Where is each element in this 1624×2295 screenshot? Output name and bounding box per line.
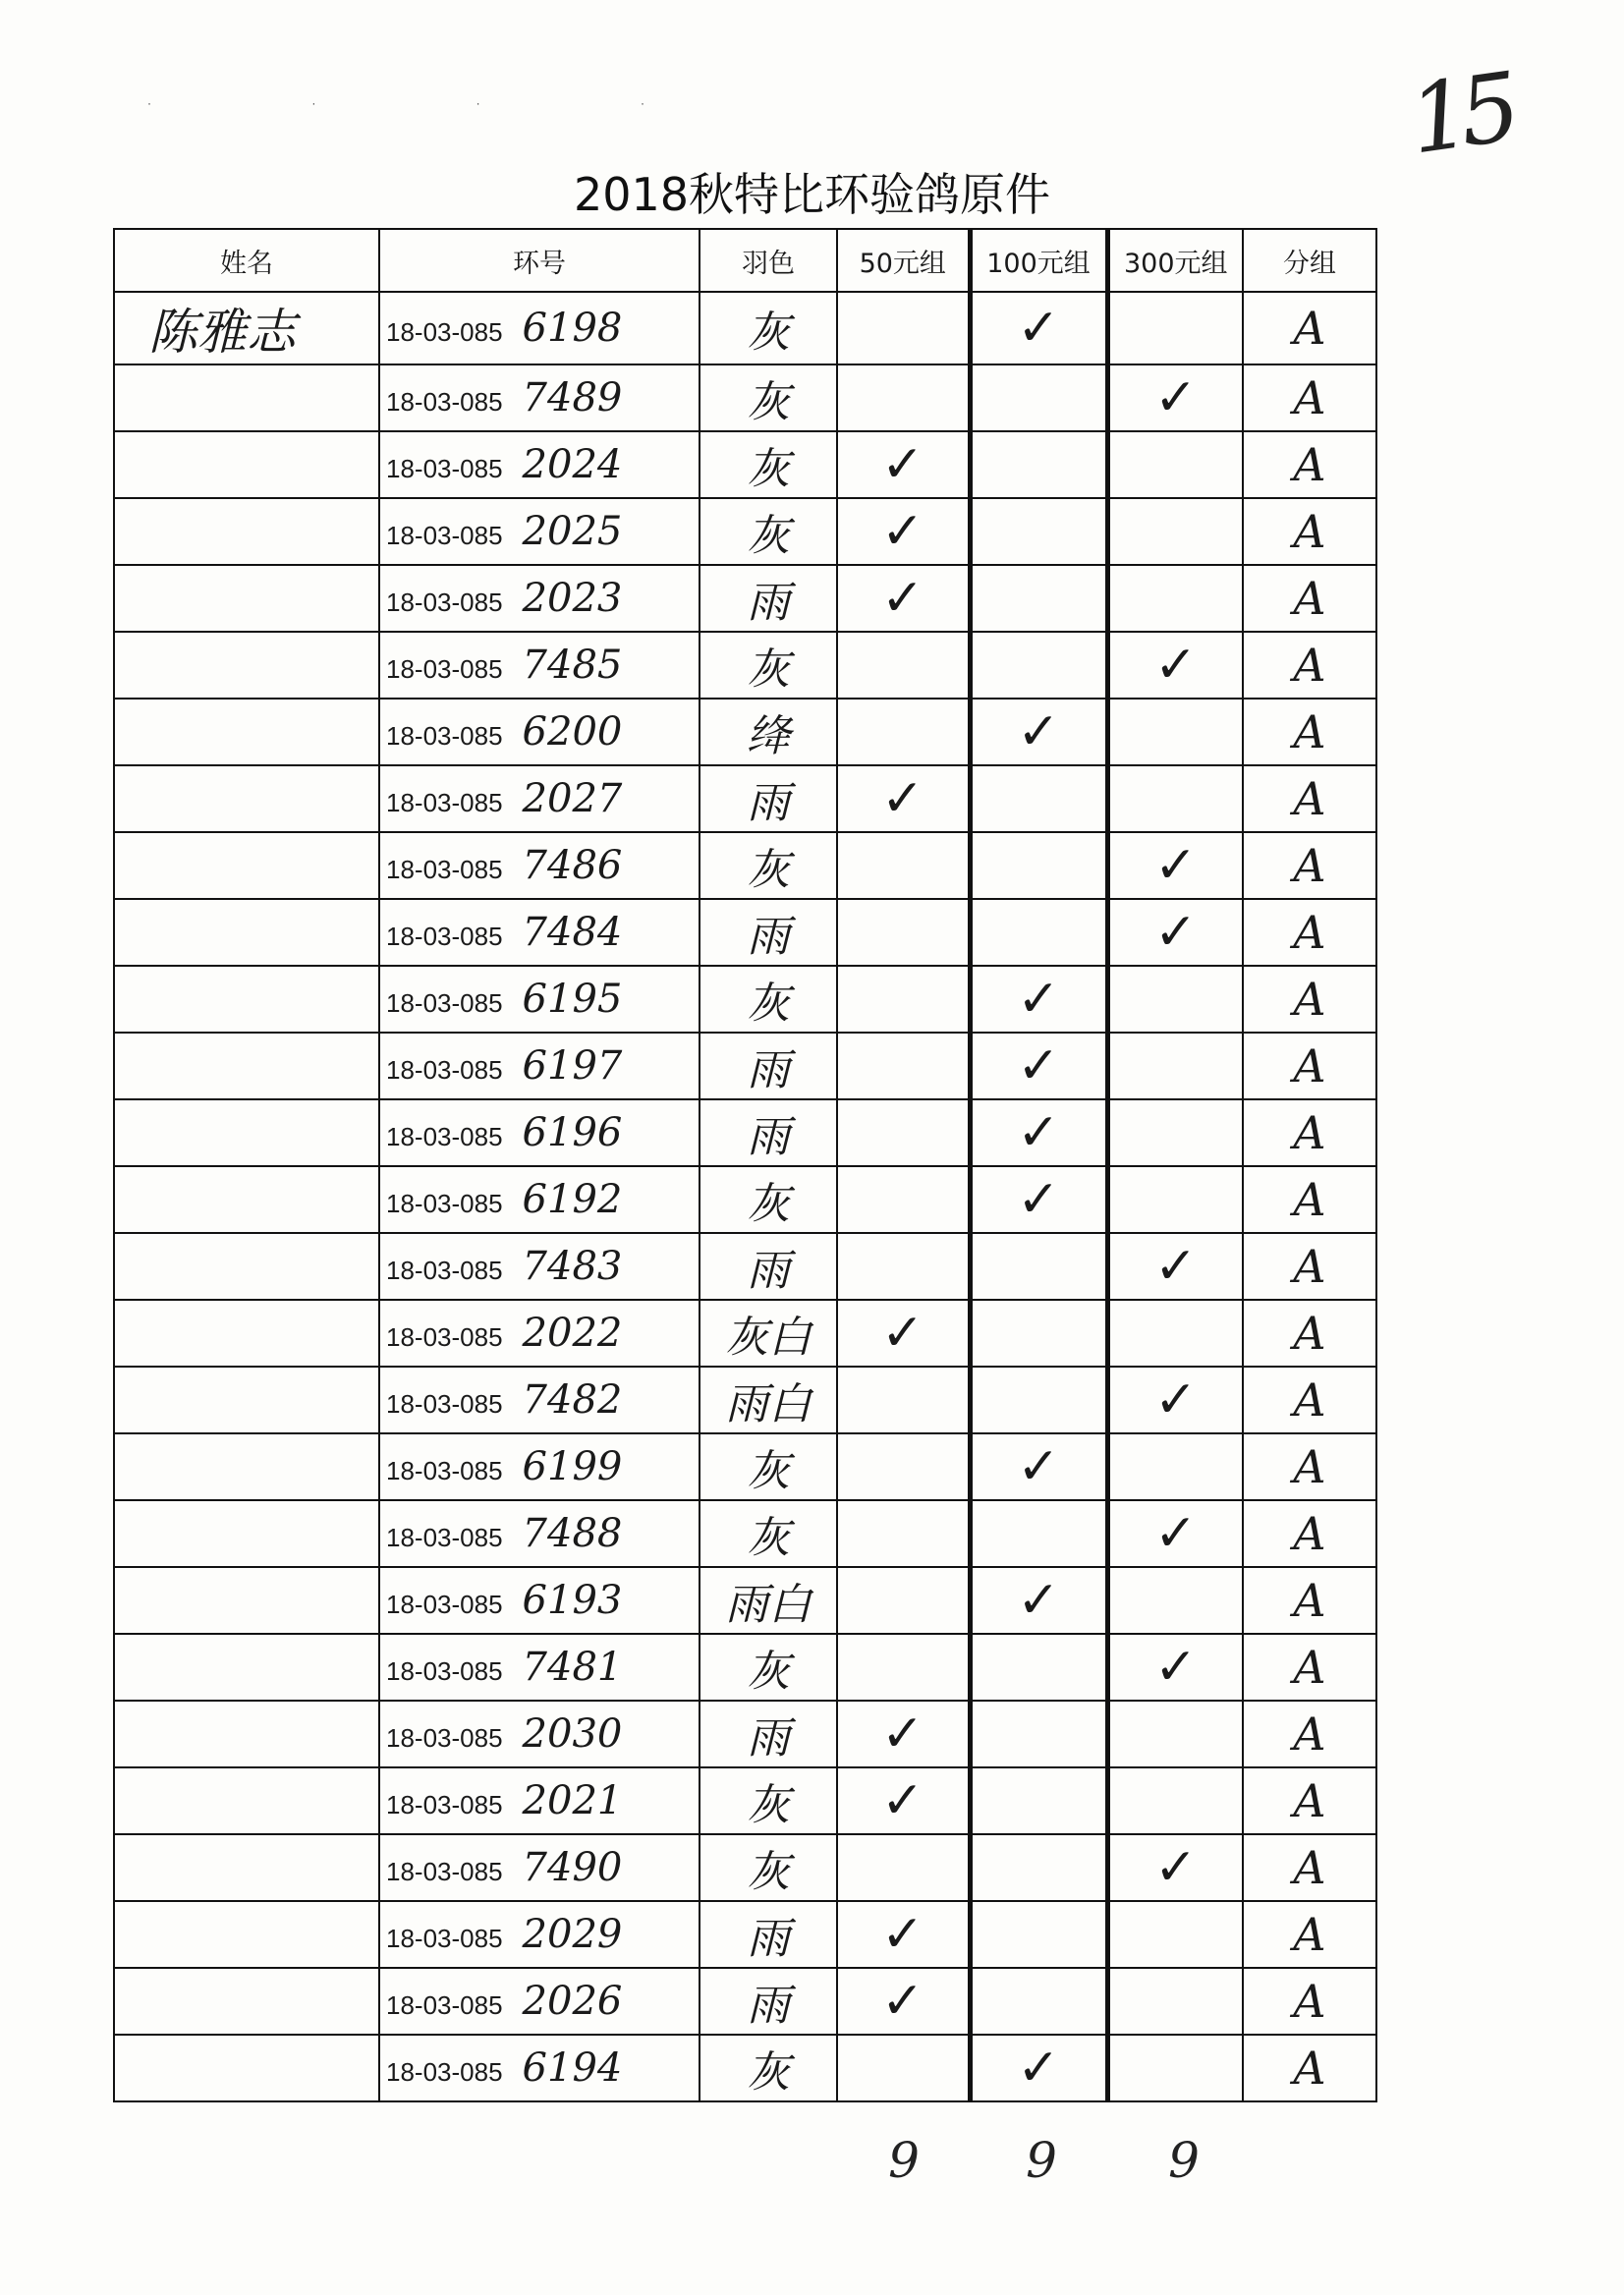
- group-50-cell: [837, 832, 970, 899]
- table-row: [114, 1099, 1376, 1166]
- table-row: [114, 565, 1376, 632]
- group-50-cell: [837, 699, 970, 765]
- group-100-cell: [970, 1767, 1107, 1834]
- ring-suffix: 2022: [522, 1311, 623, 1356]
- ring-suffix: 6193: [522, 1578, 623, 1623]
- group-300-cell: [1107, 2035, 1243, 2101]
- group-300-cell: [1107, 765, 1243, 832]
- ring-number-cell: [379, 2035, 700, 2101]
- ring-number-cell: [379, 1767, 700, 1834]
- group-cell: A: [1243, 832, 1376, 899]
- group-cell: A: [1243, 1099, 1376, 1166]
- group-100-cell: ✓: [970, 292, 1107, 364]
- ring-suffix: 7481: [522, 1645, 623, 1690]
- ring-number-cell: [379, 1834, 700, 1901]
- page-number: 15: [1402, 52, 1518, 176]
- group-300-cell: ✓: [1107, 364, 1243, 431]
- ring-prefix: 18-03-085: [386, 1322, 503, 1352]
- ring-number-cell: [379, 832, 700, 899]
- feather-color-cell: 灰: [700, 292, 837, 364]
- header-row: [114, 229, 1376, 292]
- feather-color-cell: 灰: [700, 1634, 837, 1701]
- ring-number-cell: [379, 364, 700, 431]
- ring-suffix: 2029: [522, 1912, 623, 1957]
- ring-suffix: 2024: [522, 442, 623, 487]
- owner-name-cell: [114, 364, 379, 431]
- group-50-cell: ✓: [837, 1901, 970, 1968]
- group-100-cell: [970, 431, 1107, 498]
- group-100-cell: ✓: [970, 2035, 1107, 2101]
- group-50-cell: ✓: [837, 1767, 970, 1834]
- ring-number-cell: [379, 1567, 700, 1634]
- ring-prefix: 18-03-085: [386, 1122, 503, 1151]
- group-50-cell: [837, 1433, 970, 1500]
- feather-color-cell: 灰: [700, 431, 837, 498]
- ring-prefix: 18-03-085: [386, 922, 503, 951]
- group-100-cell: [970, 1968, 1107, 2035]
- group-50-cell: [837, 2035, 970, 2101]
- ring-number-cell: [379, 292, 700, 364]
- ring-suffix: 7485: [522, 643, 623, 688]
- ring-number-cell: [379, 1701, 700, 1767]
- ring-prefix: 18-03-085: [386, 988, 503, 1018]
- owner-name-cell: [114, 1367, 379, 1433]
- feather-color-cell: 雨: [700, 565, 837, 632]
- ring-prefix: 18-03-085: [386, 1456, 503, 1485]
- total-50-group: 9: [888, 2132, 920, 2189]
- group-100-cell: ✓: [970, 966, 1107, 1033]
- ring-prefix: 18-03-085: [386, 387, 503, 417]
- group-300-cell: ✓: [1107, 1834, 1243, 1901]
- group-100-cell: ✓: [970, 1433, 1107, 1500]
- ring-suffix: 2023: [522, 576, 623, 621]
- group-50-cell: [837, 1033, 970, 1099]
- table-row: [114, 292, 1376, 364]
- ring-number-cell: [379, 899, 700, 966]
- group-cell: A: [1243, 498, 1376, 565]
- table-row: [114, 966, 1376, 1033]
- owner-name-cell: [114, 1433, 379, 1500]
- owner-name-cell: [114, 832, 379, 899]
- owner-name-cell: 陈雅志: [114, 292, 379, 364]
- ring-prefix: 18-03-085: [386, 1389, 503, 1419]
- group-cell: A: [1243, 1968, 1376, 2035]
- ring-number-cell: [379, 1367, 700, 1433]
- table-row: [114, 2035, 1376, 2101]
- ring-suffix: 6197: [522, 1043, 623, 1089]
- group-100-cell: [970, 364, 1107, 431]
- ring-number-cell: [379, 632, 700, 699]
- group-50-cell: ✓: [837, 1300, 970, 1367]
- group-100-cell: [970, 832, 1107, 899]
- owner-name-cell: [114, 1033, 379, 1099]
- ring-prefix: 18-03-085: [386, 1256, 503, 1285]
- ring-suffix: 7483: [522, 1244, 623, 1289]
- group-50-cell: [837, 966, 970, 1033]
- owner-name-cell: [114, 966, 379, 1033]
- ring-number-cell: [379, 1968, 700, 2035]
- group-100-cell: [970, 1834, 1107, 1901]
- pigeon-ledger-table: [113, 228, 1377, 2102]
- ring-prefix: 18-03-085: [386, 317, 503, 347]
- owner-name-cell: [114, 2035, 379, 2101]
- ring-suffix: 6195: [522, 977, 623, 1022]
- table-row: [114, 1300, 1376, 1367]
- ring-suffix: 6194: [522, 2045, 623, 2091]
- group-100-cell: [970, 498, 1107, 565]
- owner-name-cell: [114, 1701, 379, 1767]
- group-50-cell: ✓: [837, 1701, 970, 1767]
- group-300-cell: [1107, 1767, 1243, 1834]
- group-cell: A: [1243, 1433, 1376, 1500]
- group-300-cell: [1107, 1033, 1243, 1099]
- group-300-cell: ✓: [1107, 1233, 1243, 1300]
- scan-specks: · · · ·: [147, 96, 723, 110]
- ring-prefix: 18-03-085: [386, 1990, 503, 2020]
- group-50-cell: [837, 1634, 970, 1701]
- ring-suffix: 2027: [522, 776, 623, 821]
- ring-suffix: 7486: [522, 843, 623, 888]
- ring-number-cell: [379, 565, 700, 632]
- header-100-group: 100元组: [970, 229, 1107, 292]
- group-cell: A: [1243, 1033, 1376, 1099]
- ring-prefix: 18-03-085: [386, 1857, 503, 1886]
- ring-number-cell: [379, 1033, 700, 1099]
- group-100-cell: ✓: [970, 699, 1107, 765]
- ring-suffix: 7482: [522, 1377, 623, 1423]
- ring-prefix: 18-03-085: [386, 1656, 503, 1686]
- ring-suffix: 7484: [522, 910, 623, 955]
- owner-name-cell: [114, 1099, 379, 1166]
- table-row: [114, 1233, 1376, 1300]
- ring-number-cell: [379, 1099, 700, 1166]
- feather-color-cell: 灰: [700, 1166, 837, 1233]
- group-300-cell: ✓: [1107, 1500, 1243, 1567]
- group-300-cell: ✓: [1107, 832, 1243, 899]
- group-cell: A: [1243, 364, 1376, 431]
- group-300-cell: [1107, 1433, 1243, 1500]
- group-cell: A: [1243, 2035, 1376, 2101]
- group-100-cell: ✓: [970, 1033, 1107, 1099]
- group-50-cell: [837, 1099, 970, 1166]
- header-name: 姓名: [114, 229, 379, 292]
- table-row: [114, 899, 1376, 966]
- feather-color-cell: 雨: [700, 1033, 837, 1099]
- group-50-cell: [837, 1500, 970, 1567]
- feather-color-cell: 灰: [700, 632, 837, 699]
- feather-color-cell: 灰: [700, 498, 837, 565]
- group-cell: A: [1243, 431, 1376, 498]
- group-100-cell: ✓: [970, 1099, 1107, 1166]
- table-row: [114, 1901, 1376, 1968]
- feather-color-cell: 雨白: [700, 1367, 837, 1433]
- group-cell: A: [1243, 1500, 1376, 1567]
- header-ring: 环号: [379, 229, 700, 292]
- totals-row: [0, 2132, 1624, 2211]
- group-100-cell: [970, 899, 1107, 966]
- ring-prefix: 18-03-085: [386, 521, 503, 550]
- group-300-cell: [1107, 1701, 1243, 1767]
- ring-suffix: 6192: [522, 1177, 623, 1222]
- owner-name-cell: [114, 899, 379, 966]
- feather-color-cell: 雨: [700, 899, 837, 966]
- feather-color-cell: 灰白: [700, 1300, 837, 1367]
- group-cell: A: [1243, 699, 1376, 765]
- group-100-cell: [970, 1367, 1107, 1433]
- owner-name-cell: [114, 1767, 379, 1834]
- feather-color-cell: 灰: [700, 1500, 837, 1567]
- ring-number-cell: [379, 1433, 700, 1500]
- group-50-cell: [837, 899, 970, 966]
- group-cell: A: [1243, 1166, 1376, 1233]
- group-300-cell: [1107, 1300, 1243, 1367]
- ring-suffix: 6199: [522, 1444, 623, 1489]
- group-300-cell: [1107, 1901, 1243, 1968]
- group-50-cell: ✓: [837, 431, 970, 498]
- group-100-cell: ✓: [970, 1567, 1107, 1634]
- group-cell: A: [1243, 1634, 1376, 1701]
- ring-prefix: 18-03-085: [386, 2057, 503, 2087]
- group-300-cell: ✓: [1107, 1634, 1243, 1701]
- group-cell: A: [1243, 1367, 1376, 1433]
- feather-color-cell: 雨: [700, 765, 837, 832]
- ring-number-cell: [379, 431, 700, 498]
- ring-prefix: 18-03-085: [386, 454, 503, 483]
- group-300-cell: [1107, 1567, 1243, 1634]
- group-cell: A: [1243, 1300, 1376, 1367]
- group-50-cell: ✓: [837, 1968, 970, 2035]
- group-100-cell: [970, 1233, 1107, 1300]
- group-300-cell: [1107, 1099, 1243, 1166]
- table-row: [114, 699, 1376, 765]
- group-100-cell: [970, 1300, 1107, 1367]
- group-cell: A: [1243, 899, 1376, 966]
- group-300-cell: ✓: [1107, 1367, 1243, 1433]
- group-cell: A: [1243, 1701, 1376, 1767]
- table-row: [114, 1834, 1376, 1901]
- feather-color-cell: 灰: [700, 832, 837, 899]
- group-300-cell: [1107, 292, 1243, 364]
- page-title: 2018秋特比环验鸽原件: [573, 168, 1051, 221]
- header-group: 分组: [1243, 229, 1376, 292]
- table-row: [114, 498, 1376, 565]
- ring-number-cell: [379, 1166, 700, 1233]
- table-row: [114, 1033, 1376, 1099]
- ring-suffix: 2025: [522, 509, 623, 554]
- table-row: [114, 364, 1376, 431]
- ring-suffix: 2030: [522, 1711, 623, 1757]
- ring-prefix: 18-03-085: [386, 1723, 503, 1753]
- ring-suffix: 7489: [522, 375, 623, 420]
- table-row: [114, 632, 1376, 699]
- ring-number-cell: [379, 1901, 700, 1968]
- group-300-cell: [1107, 1968, 1243, 2035]
- table-row: [114, 1166, 1376, 1233]
- group-100-cell: ✓: [970, 1166, 1107, 1233]
- table-row: [114, 1433, 1376, 1500]
- group-50-cell: [837, 1567, 970, 1634]
- ring-prefix: 18-03-085: [386, 788, 503, 817]
- owner-name-cell: [114, 1901, 379, 1968]
- group-100-cell: [970, 1901, 1107, 1968]
- group-50-cell: [837, 632, 970, 699]
- ring-suffix: 6198: [522, 306, 623, 351]
- group-50-cell: [837, 292, 970, 364]
- ring-number-cell: [379, 1634, 700, 1701]
- group-cell: A: [1243, 966, 1376, 1033]
- ring-number-cell: [379, 1500, 700, 1567]
- group-cell: A: [1243, 1901, 1376, 1968]
- feather-color-cell: 雨: [700, 1901, 837, 1968]
- owner-name-cell: [114, 498, 379, 565]
- group-50-cell: [837, 1166, 970, 1233]
- table-row: [114, 1634, 1376, 1701]
- ring-prefix: 18-03-085: [386, 1590, 503, 1619]
- group-cell: A: [1243, 292, 1376, 364]
- group-cell: A: [1243, 765, 1376, 832]
- owner-name-cell: [114, 1300, 379, 1367]
- header-300-group: 300元组: [1107, 229, 1243, 292]
- ring-suffix: 7490: [522, 1845, 623, 1890]
- group-cell: A: [1243, 1767, 1376, 1834]
- owner-name-cell: [114, 1634, 379, 1701]
- group-50-cell: [837, 1233, 970, 1300]
- feather-color-cell: 雨: [700, 1099, 837, 1166]
- group-cell: A: [1243, 1834, 1376, 1901]
- ledger-body: [114, 292, 1376, 2101]
- ring-number-cell: [379, 966, 700, 1033]
- ring-prefix: 18-03-085: [386, 721, 503, 751]
- group-50-cell: [837, 364, 970, 431]
- ring-prefix: 18-03-085: [386, 1790, 503, 1819]
- owner-name-cell: [114, 699, 379, 765]
- feather-color-cell: 灰: [700, 966, 837, 1033]
- feather-color-cell: 灰: [700, 1767, 837, 1834]
- owner-name-cell: [114, 565, 379, 632]
- owner-name-cell: [114, 1968, 379, 2035]
- table-row: [114, 1701, 1376, 1767]
- ring-prefix: 18-03-085: [386, 855, 503, 884]
- table-row: [114, 1567, 1376, 1634]
- group-300-cell: [1107, 431, 1243, 498]
- table-row: [114, 832, 1376, 899]
- ring-prefix: 18-03-085: [386, 654, 503, 684]
- ring-number-cell: [379, 765, 700, 832]
- feather-color-cell: 雨白: [700, 1567, 837, 1634]
- feather-color-cell: 雨: [700, 1968, 837, 2035]
- owner-name-cell: [114, 632, 379, 699]
- owner-name-cell: [114, 1567, 379, 1634]
- ring-prefix: 18-03-085: [386, 1924, 503, 1953]
- ring-suffix: 2021: [522, 1778, 623, 1823]
- group-50-cell: [837, 1834, 970, 1901]
- group-100-cell: [970, 1701, 1107, 1767]
- group-50-cell: ✓: [837, 565, 970, 632]
- group-300-cell: ✓: [1107, 899, 1243, 966]
- group-100-cell: [970, 565, 1107, 632]
- group-300-cell: [1107, 966, 1243, 1033]
- ring-number-cell: [379, 1300, 700, 1367]
- ring-suffix: 7488: [522, 1511, 623, 1556]
- group-cell: A: [1243, 1233, 1376, 1300]
- feather-color-cell: 灰: [700, 1834, 837, 1901]
- group-cell: A: [1243, 632, 1376, 699]
- owner-name-cell: [114, 765, 379, 832]
- group-cell: A: [1243, 565, 1376, 632]
- owner-name-cell: [114, 1834, 379, 1901]
- group-100-cell: [970, 1634, 1107, 1701]
- feather-color-cell: 雨: [700, 1701, 837, 1767]
- ring-suffix: 6196: [522, 1110, 623, 1155]
- group-100-cell: [970, 632, 1107, 699]
- table-row: [114, 765, 1376, 832]
- group-50-cell: [837, 1367, 970, 1433]
- ring-prefix: 18-03-085: [386, 1189, 503, 1218]
- ring-prefix: 18-03-085: [386, 588, 503, 617]
- ring-number-cell: [379, 498, 700, 565]
- group-300-cell: [1107, 565, 1243, 632]
- owner-name-cell: [114, 1166, 379, 1233]
- group-100-cell: [970, 1500, 1107, 1567]
- header-color: 羽色: [700, 229, 837, 292]
- feather-color-cell: 灰: [700, 364, 837, 431]
- owner-name-cell: [114, 1233, 379, 1300]
- group-300-cell: [1107, 1166, 1243, 1233]
- group-cell: A: [1243, 1567, 1376, 1634]
- ring-prefix: 18-03-085: [386, 1523, 503, 1552]
- group-100-cell: [970, 765, 1107, 832]
- feather-color-cell: 绛: [700, 699, 837, 765]
- group-300-cell: ✓: [1107, 632, 1243, 699]
- feather-color-cell: 雨: [700, 1233, 837, 1300]
- group-300-cell: [1107, 498, 1243, 565]
- ring-number-cell: [379, 699, 700, 765]
- table-row: [114, 1367, 1376, 1433]
- table-row: [114, 431, 1376, 498]
- ring-prefix: 18-03-085: [386, 1055, 503, 1085]
- total-300-group: 9: [1168, 2132, 1200, 2189]
- feather-color-cell: 灰: [700, 2035, 837, 2101]
- total-100-group: 9: [1026, 2132, 1057, 2189]
- owner-name-cell: [114, 431, 379, 498]
- table-row: [114, 1968, 1376, 2035]
- ring-suffix: 2026: [522, 1979, 623, 2024]
- table-row: [114, 1767, 1376, 1834]
- feather-color-cell: 灰: [700, 1433, 837, 1500]
- table-row: [114, 1500, 1376, 1567]
- group-50-cell: ✓: [837, 498, 970, 565]
- ring-suffix: 6200: [522, 709, 623, 755]
- ring-number-cell: [379, 1233, 700, 1300]
- owner-name-cell: [114, 1500, 379, 1567]
- group-300-cell: [1107, 699, 1243, 765]
- group-50-cell: ✓: [837, 765, 970, 832]
- header-50-group: 50元组: [837, 229, 970, 292]
